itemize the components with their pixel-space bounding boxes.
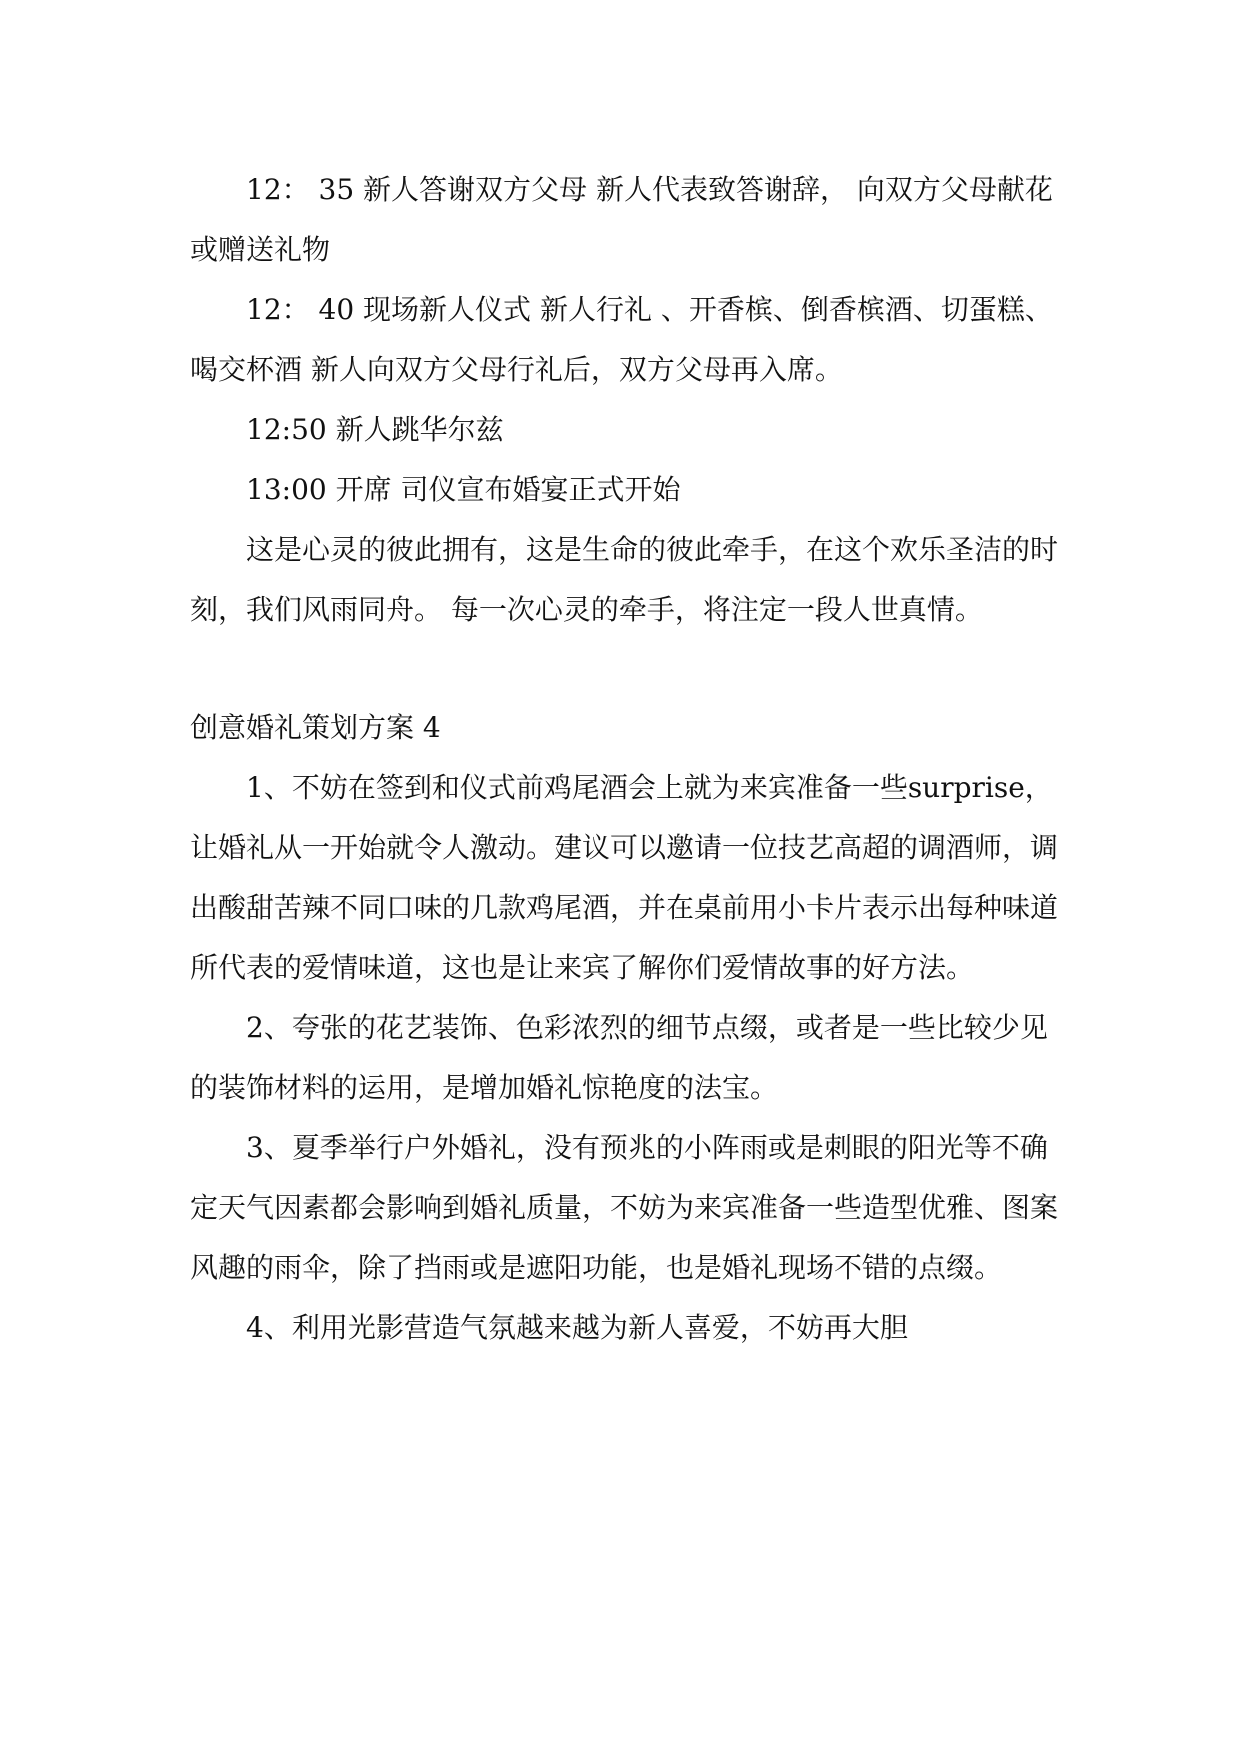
paragraph-tip-3: 3、夏季举行户外婚礼，没有预兆的小阵雨或是刺眼的阳光等不确定天气因素都会影响到婚礼质量，不妨为来宾准备一些造型优雅、图案风趣的雨伞，除了挡雨或是遮阳功能，也是婚礼现场不错的点缀。 — [190, 1131, 1059, 1284]
paragraph-tip-4: 4、利用光影营造气氛越来越为新人喜爱，不妨再大胆 — [246, 1311, 908, 1344]
paragraph-tip-1: 1、不妨在签到和仪式前鸡尾酒会上就为来宾准备一些surprise，让婚礼从一开始就令人激动。建议可以邀请一位技艺高超的调酒师，调出酸甜苦辣不同口味的几款鸡尾酒，并在桌前用小卡片表示出每种味道所代表的爱情味道，这也是让来宾了解你们爱情故事的好方法。 — [190, 771, 1059, 984]
document-page — [190, 160, 1070, 1358]
paragraph-schedule-1235: 12： 35 新人答谢双方父母 新人代表致答谢辞， 向双方父母献花或赠送礼物 — [190, 173, 1053, 266]
section-title: 创意婚礼策划方案 4 — [190, 711, 441, 744]
paragraph-closing-text: 这是心灵的彼此拥有，这是生命的彼此牵手，在这个欢乐圣洁的时刻，我们风雨同舟。 每一次心灵的牵手，将注定一段人世真情。 — [190, 533, 1059, 626]
paragraph-schedule-1240: 12： 40 现场新人仪式 新人行礼 、开香槟、倒香槟酒、切蛋糕、 喝交杯酒 新人向双方父母行礼后，双方父母再入席。 — [190, 293, 1053, 386]
paragraph-schedule-1300: 13:00 开席 司仪宣布婚宴正式开始 — [246, 473, 681, 506]
paragraph-schedule-1250: 12:50 新人跳华尔兹 — [246, 413, 504, 446]
paragraph-tip-2: 2、夸张的花艺装饰、色彩浓烈的细节点缀，或者是一些比较少见的装饰材料的运用，是增加婚礼惊艳度的法宝。 — [190, 1011, 1048, 1104]
